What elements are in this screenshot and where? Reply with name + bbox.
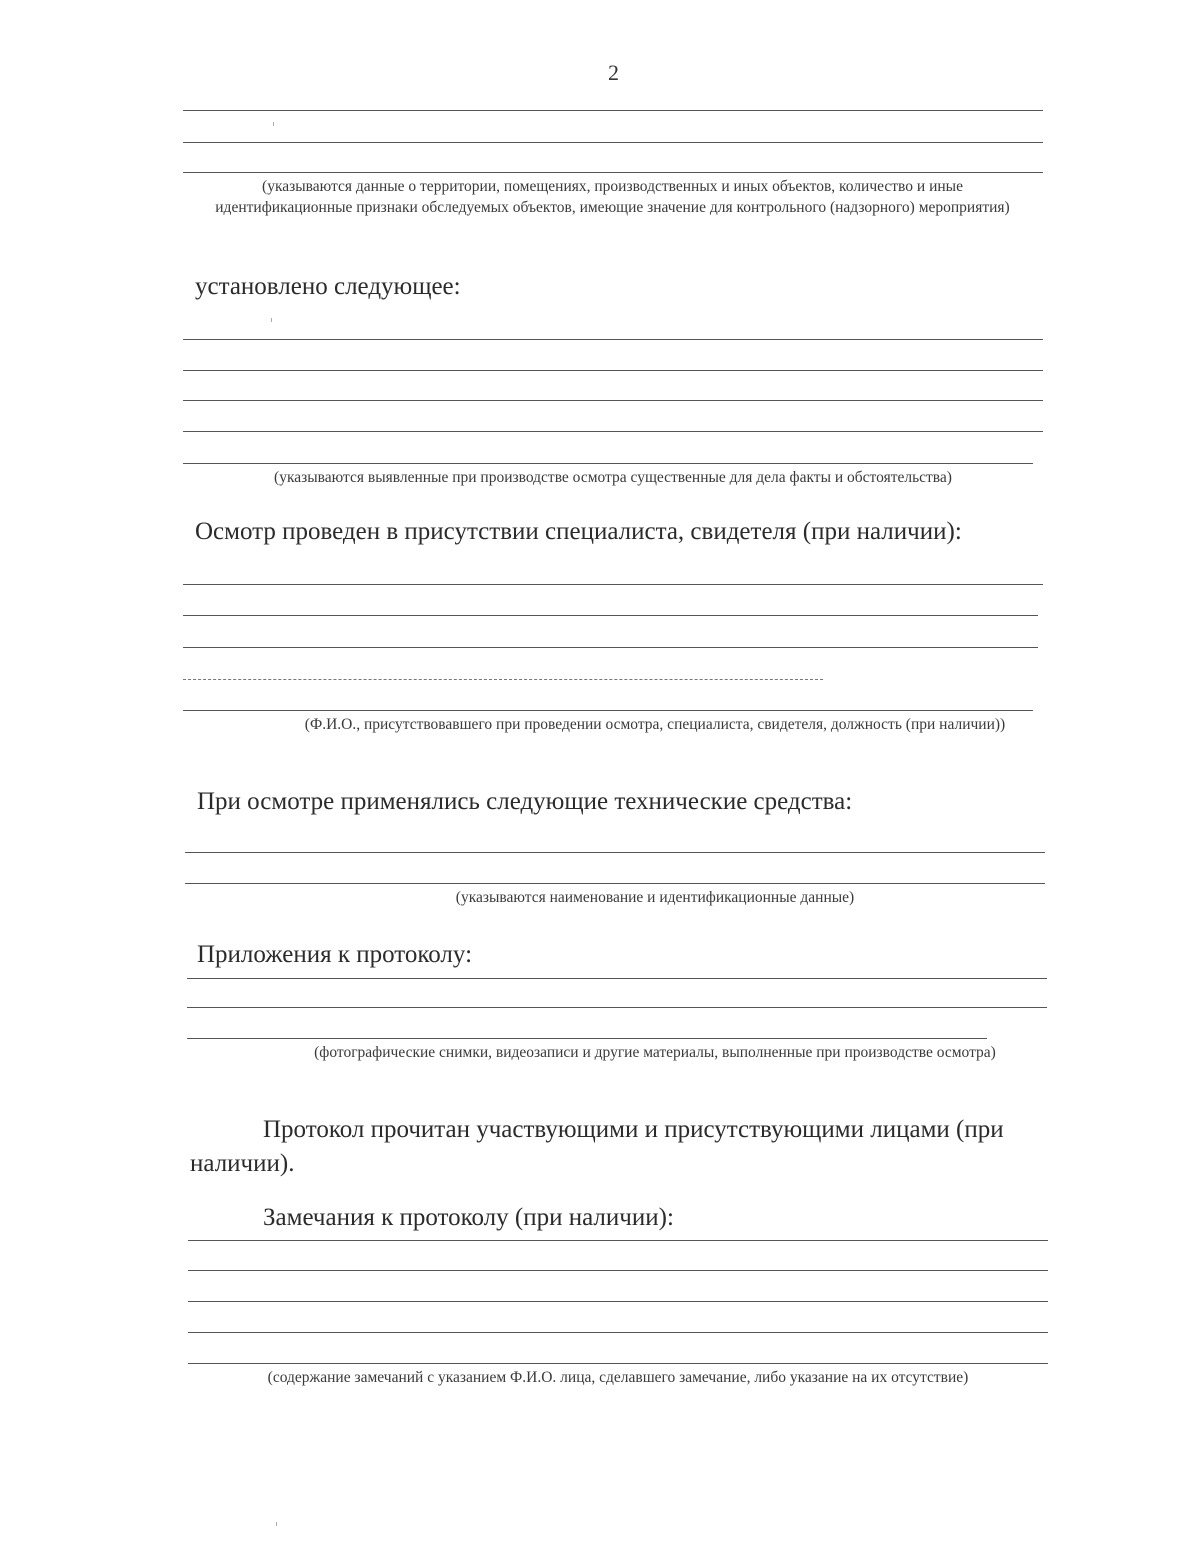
caption-persons: (Ф.И.О., присутствовавшего при проведении осмотра, специалиста, свидетеля, должность (при наличии)) (304, 716, 1006, 733)
heading-established: установлено следующее: (195, 273, 461, 300)
heading-presence: Осмотр проведен в присутствии специалиста, свидетеля (при наличии): (195, 518, 962, 545)
fill-line (183, 463, 1033, 464)
fill-line-faded (183, 679, 823, 680)
fill-line (183, 431, 1043, 432)
fill-line (183, 400, 1043, 401)
caption-facts: (указываются выявленные при производстве осмотра существенные для дела факты и обстоятельства) (274, 469, 952, 486)
protocol-read-paragraph: Протокол прочитан участвующими и присутствующими лицами (при наличии). (190, 1116, 1004, 1177)
scan-speck (271, 318, 272, 322)
fill-line (183, 172, 1043, 173)
fill-line (183, 142, 1043, 143)
caption-attachments: (фотографические снимки, видеозаписи и другие материалы, выполненные при производстве осмотра) (314, 1044, 996, 1061)
fill-line (183, 710, 1033, 711)
page-number: 2 (608, 60, 619, 85)
fill-line (183, 615, 1038, 616)
heading-tech: При осмотре применялись следующие технические средства: (197, 788, 853, 815)
fill-line (188, 1363, 1048, 1364)
fill-line (187, 978, 1047, 979)
fill-line (188, 1301, 1048, 1302)
caption-objects: (указываются данные о территории, помещениях, производственных и иных объектов, количество и иные идентификационные признаки обследуемых объектов, имеющие значение для контрольного (надзорного) мероприятия) (215, 178, 1010, 216)
fill-line (188, 1270, 1048, 1271)
fill-line (183, 647, 1038, 648)
fill-line (187, 1007, 1047, 1008)
fill-line (183, 584, 1043, 585)
scan-speck (273, 122, 274, 126)
fill-line (188, 1332, 1048, 1333)
fill-line (183, 370, 1043, 371)
fill-line (185, 883, 1045, 884)
caption-remarks: (содержание замечаний с указанием Ф.И.О. лица, сделавшего замечание, либо указание на их отсутствие) (267, 1369, 969, 1386)
fill-line (185, 852, 1045, 853)
heading-attachments: Приложения к протоколу: (197, 941, 473, 968)
fill-line (183, 339, 1043, 340)
caption-tech: (указываются наименование и идентификационные данные) (455, 889, 855, 906)
scan-speck (276, 1522, 277, 1526)
fill-line (188, 1240, 1048, 1241)
fill-line (187, 1038, 987, 1039)
heading-remarks: Замечания к протоколу (при наличии): (263, 1204, 674, 1231)
fill-line (183, 110, 1043, 111)
